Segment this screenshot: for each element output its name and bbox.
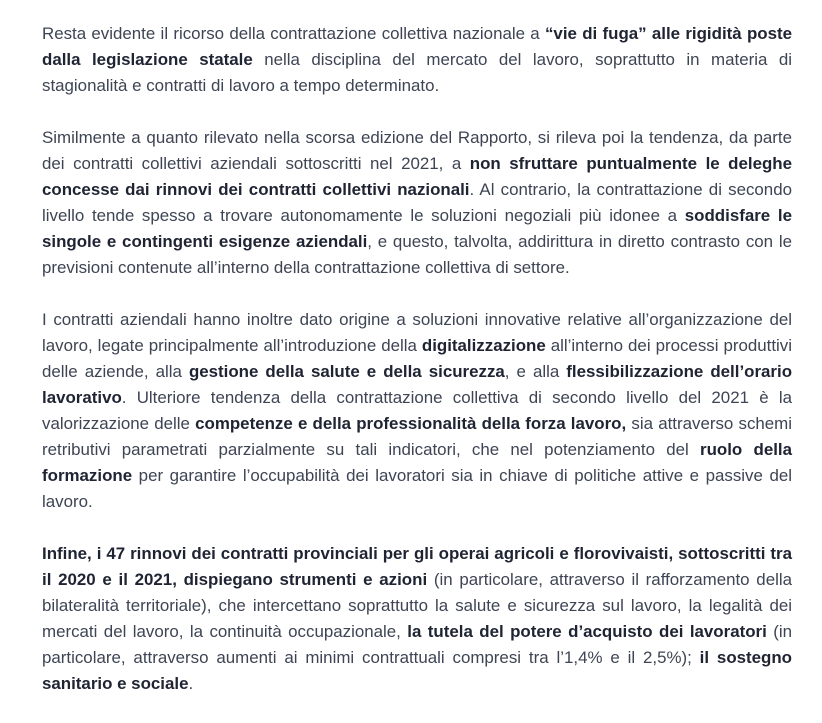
emphasis-text: ruolo della formazione bbox=[42, 440, 792, 485]
paragraph-4 bbox=[42, 541, 792, 697]
paragraph-2 bbox=[42, 125, 792, 281]
body-text: per garantire l’occupabilità dei lavoratori sia in chiave di politiche attive e passive del lavoro. bbox=[42, 466, 792, 511]
body-text: I contratti aziendali hanno inoltre dato origine a soluzioni innovative relative all’organizzazione del lavoro, legate principalmente all’introduzione della bbox=[42, 310, 792, 355]
body-text: Similmente a quanto rilevato nella scorsa edizione del Rapporto, si rileva poi la tendenza, da parte dei contratti collettivi aziendali sottoscritti nel 2021, a bbox=[42, 128, 792, 173]
emphasis-text: soddisfare le singole e contingenti esigenze aziendali bbox=[42, 206, 792, 251]
body-text: , e alla bbox=[504, 362, 567, 381]
document-body bbox=[42, 21, 792, 723]
emphasis-text: digitalizzazione bbox=[421, 336, 546, 355]
body-text: . bbox=[188, 674, 194, 693]
emphasis-text: flessibilizzazione dell’orario lavorativo bbox=[42, 362, 793, 407]
body-text: . Ulteriore tendenza della contrattazione collettiva di secondo livello del 2021 è la valorizzazione delle bbox=[42, 388, 792, 433]
body-text: (in particolare, attraverso il rafforzamento della bilateralità territoriale), che intercettano soprattutto la salute e sicurezza sul lavoro, la legalità dei mercati del lavoro, la continuità occupazionale, bbox=[42, 570, 792, 641]
emphasis-text: “vie di fuga” alle rigidità poste dalla legislazione statale bbox=[42, 24, 792, 69]
body-text: sia attraverso schemi retributivi parametrati parzialmente su tali indicatori, che nel potenziamento del bbox=[42, 414, 792, 459]
emphasis-text: il sostegno sanitario e sociale bbox=[42, 648, 793, 693]
body-text: , e questo, talvolta, addirittura in diretto contrasto con le previsioni contenute all’interno della contrattazione collettiva di settore. bbox=[42, 232, 792, 277]
emphasis-text: non sfruttare puntualmente le deleghe concesse dai rinnovi dei contratti collettivi nazionali bbox=[42, 154, 793, 199]
paragraph-3 bbox=[42, 307, 792, 515]
emphasis-text: Infine, i 47 rinnovi dei contratti provinciali per gli operai agricoli e florovivaisti, sottoscritti tra il 2020 e il 2021, dispiegano strumenti e azioni bbox=[42, 544, 792, 589]
emphasis-text: competenze e della professionalità della forza lavoro, bbox=[195, 414, 627, 433]
body-text: nella disciplina del mercato del lavoro, soprattutto in materia di stagionalità e contratti di lavoro a tempo determinato. bbox=[42, 50, 792, 95]
body-text: all’interno dei processi produttivi delle aziende, alla bbox=[42, 336, 792, 381]
paragraph-1 bbox=[42, 21, 792, 99]
body-text: Resta evidente il ricorso della contrattazione collettiva nazionale a bbox=[42, 24, 545, 43]
body-text: (in particolare, attraverso aumenti ai minimi contrattuali compresi tra l’1,4% e il 2,5%); bbox=[42, 622, 793, 667]
body-text: . Al contrario, la contrattazione di secondo livello tende spesso a trovare autonomamente le soluzioni negoziali più idonee a bbox=[42, 180, 792, 225]
emphasis-text: la tutela del potere d’acquisto dei lavoratori bbox=[407, 622, 767, 641]
emphasis-text: gestione della salute e della sicurezza bbox=[188, 362, 505, 381]
